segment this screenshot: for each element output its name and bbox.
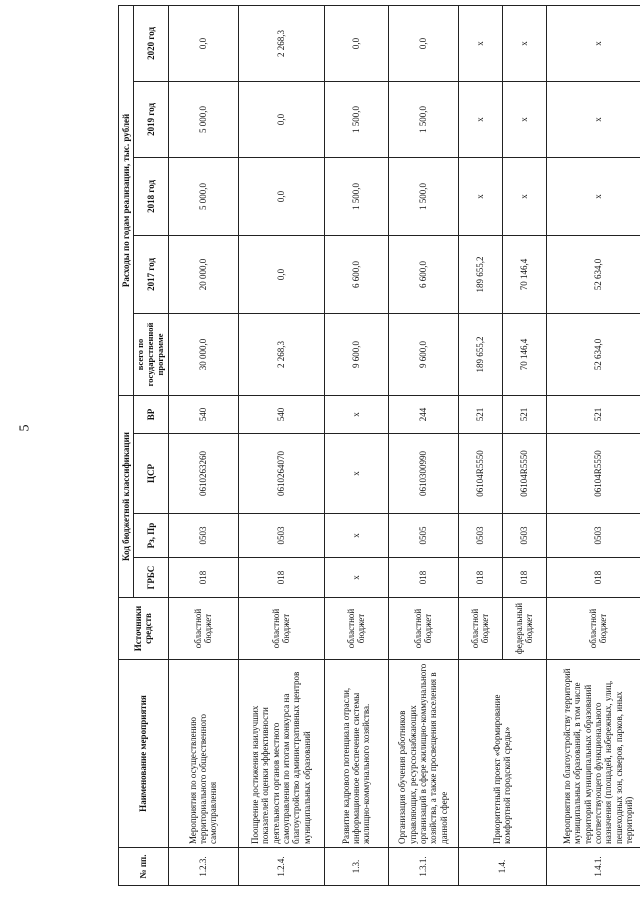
- row-2017: 6 600,0: [324, 235, 388, 313]
- col-num-header: № пп.: [119, 848, 169, 886]
- row-vr: 521: [502, 395, 546, 433]
- row-name: Приоритетный проект «Формирование комфортной городской среды»: [458, 660, 546, 848]
- row-2019: х: [458, 81, 502, 157]
- row-rz: 0503: [502, 514, 546, 558]
- row-total: 189 655,2: [458, 313, 502, 395]
- budget-code-header: Код бюджетной классификации: [119, 395, 134, 597]
- row-2018: х: [502, 157, 546, 235]
- rotated-page: [118, 6, 634, 886]
- col-2018-header: 2018 год: [134, 157, 168, 235]
- row-2020: 0,0: [168, 5, 238, 81]
- row-2018: 1 500,0: [388, 157, 458, 235]
- row-total: 52 634,0: [546, 313, 640, 395]
- header-row-1: [119, 5, 134, 885]
- row-num: 1.2.4.: [238, 848, 324, 886]
- col-2019-header: 2019 год: [134, 81, 168, 157]
- row-csr: 06104R5550: [546, 434, 640, 514]
- row-source: областной бюджет: [458, 598, 502, 660]
- row-vr: 244: [388, 395, 458, 433]
- col-total-header: всего по государственной программе: [134, 313, 168, 395]
- row-vr: 540: [238, 395, 324, 433]
- row-vr: 540: [168, 395, 238, 433]
- row-csr: 0610264070: [238, 434, 324, 514]
- table-row: [546, 5, 640, 885]
- row-grbs: 018: [388, 558, 458, 598]
- row-2017: 70 146,4: [502, 235, 546, 313]
- row-2019: 1 500,0: [388, 81, 458, 157]
- row-num: 1.3.1.: [388, 848, 458, 886]
- row-csr: 06104R5550: [502, 434, 546, 514]
- budget-table: [118, 5, 640, 886]
- row-source: областной бюджет: [168, 598, 238, 660]
- page-number: 5: [17, 424, 33, 432]
- row-num: 1.2.3.: [168, 848, 238, 886]
- row-num: 1.4.1.: [546, 848, 640, 886]
- row-rz: 0503: [546, 514, 640, 558]
- row-source: федеральный бюджет: [502, 598, 546, 660]
- row-num: 1.4.: [458, 848, 546, 886]
- row-2020: 0,0: [324, 5, 388, 81]
- row-name: Мероприятия по благоустройству территорий муниципальных образований, в том числе территорий муниципальных образований соответствующего функционального назначения (площадей, набережных, улиц, пешеходных зон, скверов, парков, иных территорий): [546, 660, 640, 848]
- row-total: 30 000,0: [168, 313, 238, 395]
- row-2018: 1 500,0: [324, 157, 388, 235]
- row-2020: х: [458, 5, 502, 81]
- col-rz-header: Рз, Пр: [134, 514, 168, 558]
- row-grbs: 018: [546, 558, 640, 598]
- col-vr-header: ВР: [134, 395, 168, 433]
- row-2019: х: [546, 81, 640, 157]
- row-2017: 6 600,0: [388, 235, 458, 313]
- row-2020: 0,0: [388, 5, 458, 81]
- row-num: 1.3.: [324, 848, 388, 886]
- row-2018: х: [458, 157, 502, 235]
- row-2019: 1 500,0: [324, 81, 388, 157]
- row-csr: х: [324, 434, 388, 514]
- row-source: областной бюджет: [324, 598, 388, 660]
- row-name: Поощрение достижения наилучших показателей оценки эффективности деятельности органов местного самоуправления по итогам конкурса на благоустройство административных центров муниципальных образований: [238, 660, 324, 848]
- row-2017: 189 655,2: [458, 235, 502, 313]
- row-2020: х: [502, 5, 546, 81]
- row-grbs: 018: [502, 558, 546, 598]
- row-grbs: 018: [238, 558, 324, 598]
- row-2017: 0,0: [238, 235, 324, 313]
- row-csr: 0610300990: [388, 434, 458, 514]
- row-name: Организация обучения работников управляющих, ресурсоснабжающих организаций в сфере жилищно-коммунального хозяйства, а также просвещения населения в данной сфере: [388, 660, 458, 848]
- row-total: 9 600,0: [388, 313, 458, 395]
- row-grbs: х: [324, 558, 388, 598]
- row-2020: х: [546, 5, 640, 81]
- row-source: областной бюджет: [238, 598, 324, 660]
- table-row: [324, 5, 388, 885]
- expenses-header: Расходы по годам реализации, тыс. рублей: [119, 5, 134, 395]
- table-row: [458, 5, 502, 885]
- row-name: Развитие кадрового потенциала отрасли, информационное обеспечение системы жилищно-коммунального хозяйства.: [324, 660, 388, 848]
- col-name-header: Наименование мероприятия: [119, 660, 169, 848]
- row-total: 70 146,4: [502, 313, 546, 395]
- row-rz: 0503: [168, 514, 238, 558]
- row-csr: 0610263260: [168, 434, 238, 514]
- row-total: 9 600,0: [324, 313, 388, 395]
- row-source: областной бюджет: [388, 598, 458, 660]
- row-csr: 06104R5550: [458, 434, 502, 514]
- row-rz: 0503: [458, 514, 502, 558]
- row-vr: х: [324, 395, 388, 433]
- row-total: 2 268,3: [238, 313, 324, 395]
- row-2019: 0,0: [238, 81, 324, 157]
- col-csr-header: ЦСР: [134, 434, 168, 514]
- table-row: [238, 5, 324, 885]
- row-2018: 0,0: [238, 157, 324, 235]
- col-2017-header: 2017 год: [134, 235, 168, 313]
- row-rz: х: [324, 514, 388, 558]
- row-2018: х: [546, 157, 640, 235]
- row-2017: 52 634,0: [546, 235, 640, 313]
- row-source: областной бюджет: [546, 598, 640, 660]
- table-row: [168, 5, 238, 885]
- row-2018: 5 000,0: [168, 157, 238, 235]
- row-grbs: 018: [168, 558, 238, 598]
- row-rz: 0503: [238, 514, 324, 558]
- row-rz: 0505: [388, 514, 458, 558]
- col-2020-header: 2020 год: [134, 5, 168, 81]
- row-2020: 2 268,3: [238, 5, 324, 81]
- row-2019: 5 000,0: [168, 81, 238, 157]
- col-source-header: Источники средств: [119, 598, 169, 660]
- row-grbs: 018: [458, 558, 502, 598]
- row-2019: х: [502, 81, 546, 157]
- row-2017: 20 000,0: [168, 235, 238, 313]
- row-name: Мероприятия по осуществлению территориального общественного самоуправления: [168, 660, 238, 848]
- table-row: [388, 5, 458, 885]
- row-vr: 521: [458, 395, 502, 433]
- col-grbs-header: ГРБС: [134, 558, 168, 598]
- row-vr: 521: [546, 395, 640, 433]
